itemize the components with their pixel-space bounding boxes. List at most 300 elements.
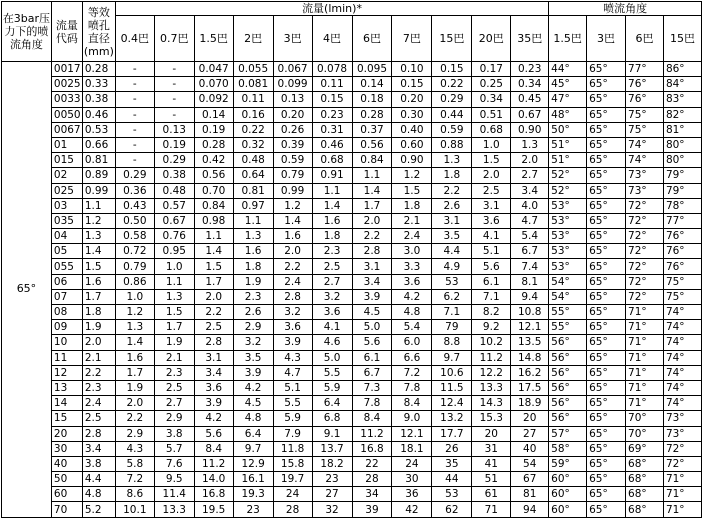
flow-value-cell: 2.3 bbox=[312, 244, 352, 259]
flow-value-cell: 7.2 bbox=[392, 365, 432, 380]
flow-value-cell: 0.86 bbox=[115, 274, 154, 289]
diameter-cell: 1.5 bbox=[82, 259, 115, 274]
flow-value-cell: 1.3 bbox=[115, 320, 154, 335]
spray-angle-cell: 65° bbox=[587, 441, 626, 456]
flow-value-cell: 15.3 bbox=[472, 411, 511, 426]
flow-pressure-header: 4巴 bbox=[312, 16, 352, 62]
spray-angle-cell: 65° bbox=[587, 183, 626, 198]
flow-value-cell: 0.20 bbox=[392, 92, 432, 107]
flow-value-cell: 0.11 bbox=[233, 92, 273, 107]
flow-value-cell: 62 bbox=[432, 502, 472, 517]
spray-angle-cell: 65° bbox=[587, 198, 626, 213]
flow-code-cell: 50 bbox=[51, 472, 82, 487]
flow-value-cell: 0.14 bbox=[352, 77, 392, 92]
spray-angle-cell: 70° bbox=[626, 411, 664, 426]
flow-value-cell: 1.6 bbox=[115, 350, 154, 365]
flow-value-cell: 0.90 bbox=[511, 122, 549, 137]
flow-value-cell: 0.99 bbox=[273, 183, 312, 198]
flow-value-cell: 1.3 bbox=[154, 289, 194, 304]
flow-code-cell: 01 bbox=[51, 137, 82, 152]
flow-value-cell: 7.4 bbox=[511, 259, 549, 274]
spray-angle-cell: 79° bbox=[663, 183, 701, 198]
flow-value-cell: 0.16 bbox=[233, 107, 273, 122]
spray-angle-cell: 53° bbox=[549, 244, 587, 259]
flow-value-cell: 2.4 bbox=[273, 274, 312, 289]
spray-angle-cell: 58° bbox=[549, 441, 587, 456]
flow-code-cell: 08 bbox=[51, 305, 82, 320]
spray-angle-cell: 65° bbox=[587, 168, 626, 183]
spray-angle-cell: 65° bbox=[587, 396, 626, 411]
spray-angle-cell: 72° bbox=[626, 259, 664, 274]
flow-value-cell: 4.1 bbox=[312, 320, 352, 335]
flow-value-cell: 2.0 bbox=[472, 168, 511, 183]
flow-value-cell: 14.0 bbox=[194, 472, 233, 487]
flow-code-cell: 60 bbox=[51, 487, 82, 502]
diameter-cell: 2.0 bbox=[82, 335, 115, 350]
diameter-cell: 0.81 bbox=[82, 153, 115, 168]
flow-value-cell: 6.8 bbox=[312, 411, 352, 426]
spray-angle-cell: 65° bbox=[587, 350, 626, 365]
spray-angle-cell: 53° bbox=[549, 229, 587, 244]
flow-value-cell: 0.43 bbox=[115, 198, 154, 213]
spray-angle-cell: 65° bbox=[587, 289, 626, 304]
spray-angle-cell: 65° bbox=[587, 456, 626, 471]
flow-value-cell: 2.5 bbox=[194, 320, 233, 335]
flow-value-cell: 1.7 bbox=[194, 274, 233, 289]
spray-angle-cell: 71° bbox=[663, 472, 701, 487]
flow-value-cell: 2.3 bbox=[154, 365, 194, 380]
flow-value-cell: 0.22 bbox=[432, 77, 472, 92]
flow-value-cell: 0.14 bbox=[194, 107, 233, 122]
flow-value-cell: 1.1 bbox=[194, 229, 233, 244]
flow-value-cell: 0.76 bbox=[154, 229, 194, 244]
flow-value-cell: 2.9 bbox=[233, 320, 273, 335]
spray-angle-cell: 65° bbox=[587, 259, 626, 274]
flow-code-cell: 02 bbox=[51, 168, 82, 183]
spray-angle-cell: 75° bbox=[626, 122, 664, 137]
flow-value-cell: 6.4 bbox=[233, 426, 273, 441]
flow-value-cell: 5.5 bbox=[273, 396, 312, 411]
flow-value-cell: 1.6 bbox=[312, 213, 352, 228]
spray-angle-cell: 76° bbox=[663, 229, 701, 244]
flow-value-cell: 0.32 bbox=[233, 137, 273, 152]
flow-value-cell: 1.3 bbox=[432, 153, 472, 168]
flow-value-cell: 36 bbox=[392, 487, 432, 502]
flow-code-cell: 0067 bbox=[51, 122, 82, 137]
flow-value-cell: 1.6 bbox=[233, 244, 273, 259]
flow-value-cell: 2.1 bbox=[154, 350, 194, 365]
flow-value-cell: 0.22 bbox=[233, 122, 273, 137]
flow-value-cell: 19.3 bbox=[233, 487, 273, 502]
spray-angle-cell: 71° bbox=[626, 350, 664, 365]
flow-value-cell: 11.2 bbox=[472, 350, 511, 365]
flow-value-cell: - bbox=[154, 77, 194, 92]
flow-code-cell: 0033 bbox=[51, 92, 82, 107]
spray-angle-cell: 52° bbox=[549, 168, 587, 183]
flow-value-cell: 0.081 bbox=[233, 77, 273, 92]
flow-code-cell: 03 bbox=[51, 198, 82, 213]
flow-value-cell: 5.9 bbox=[312, 380, 352, 395]
diameter-cell: 4.8 bbox=[82, 487, 115, 502]
flow-code-cell: 14 bbox=[51, 396, 82, 411]
flow-value-cell: 3.3 bbox=[392, 259, 432, 274]
flow-value-cell: 10.1 bbox=[115, 502, 154, 517]
flow-value-cell: 0.11 bbox=[312, 77, 352, 92]
flow-value-cell: 0.38 bbox=[154, 168, 194, 183]
flow-value-cell: 0.39 bbox=[273, 137, 312, 152]
flow-value-cell: 3.2 bbox=[312, 289, 352, 304]
flow-value-cell: 53 bbox=[432, 274, 472, 289]
flow-value-cell: 1.0 bbox=[115, 289, 154, 304]
flow-value-cell: 8.1 bbox=[511, 274, 549, 289]
flow-value-cell: - bbox=[154, 107, 194, 122]
flow-value-cell: 1.4 bbox=[352, 183, 392, 198]
flow-value-cell: 1.0 bbox=[154, 259, 194, 274]
spray-angle-cell: 80° bbox=[663, 153, 701, 168]
flow-code-cell: 04 bbox=[51, 229, 82, 244]
flow-value-cell: 4.3 bbox=[115, 441, 154, 456]
diameter-cell: 1.4 bbox=[82, 244, 115, 259]
flow-value-cell: 0.91 bbox=[312, 168, 352, 183]
flow-value-cell: 8.6 bbox=[115, 487, 154, 502]
spray-angle-cell: 75° bbox=[663, 274, 701, 289]
spray-angle-cell: 65° bbox=[587, 320, 626, 335]
flow-value-cell: 18.9 bbox=[511, 396, 549, 411]
flow-value-cell: 0.25 bbox=[472, 77, 511, 92]
spray-angle-cell: 73° bbox=[663, 426, 701, 441]
spray-angle-cell: 65° bbox=[587, 244, 626, 259]
flow-value-cell: 0.95 bbox=[154, 244, 194, 259]
flow-code-cell: 11 bbox=[51, 350, 82, 365]
spray-angle-cell: 72° bbox=[626, 244, 664, 259]
flow-value-cell: 2.5 bbox=[472, 183, 511, 198]
flow-value-cell: 4.8 bbox=[233, 411, 273, 426]
flow-value-cell: 0.10 bbox=[392, 62, 432, 77]
spray-angle-cell: 72° bbox=[626, 198, 664, 213]
spray-angle-cell: 73° bbox=[626, 168, 664, 183]
flow-value-cell: 3.9 bbox=[273, 335, 312, 350]
flow-value-cell: 2.9 bbox=[154, 411, 194, 426]
diameter-cell: 1.8 bbox=[82, 305, 115, 320]
flow-value-cell: 1.9 bbox=[115, 380, 154, 395]
spray-angle-cell: 65° bbox=[587, 380, 626, 395]
flow-value-cell: 3.5 bbox=[233, 350, 273, 365]
flow-value-cell: 9.1 bbox=[312, 426, 352, 441]
spray-angle-cell: 72° bbox=[626, 229, 664, 244]
flow-code-header: 流量代码 bbox=[51, 2, 82, 62]
table-row bbox=[2, 441, 702, 456]
diameter-cell: 2.3 bbox=[82, 380, 115, 395]
flow-value-cell: 19.5 bbox=[194, 502, 233, 517]
flow-value-cell: 28 bbox=[352, 472, 392, 487]
spray-angle-cell: 68° bbox=[626, 456, 664, 471]
flow-value-cell: 0.36 bbox=[115, 183, 154, 198]
flow-value-cell: 12.2 bbox=[472, 365, 511, 380]
spray-angle-cell: 54° bbox=[549, 274, 587, 289]
flow-code-cell: 07 bbox=[51, 289, 82, 304]
flow-value-cell: 2.8 bbox=[273, 289, 312, 304]
flow-value-cell: 0.48 bbox=[154, 183, 194, 198]
flow-value-cell: 15.8 bbox=[273, 456, 312, 471]
table-row bbox=[2, 107, 702, 122]
flow-value-cell: 2.4 bbox=[392, 229, 432, 244]
flow-value-cell: 5.6 bbox=[352, 335, 392, 350]
spray-angle-cell: 68° bbox=[626, 472, 664, 487]
diameter-cell: 1.7 bbox=[82, 289, 115, 304]
flow-value-cell: 0.18 bbox=[352, 92, 392, 107]
angle-group-cell: 65° bbox=[2, 62, 52, 518]
flow-value-cell: 0.45 bbox=[511, 92, 549, 107]
flow-value-cell: 0.51 bbox=[472, 107, 511, 122]
flow-value-cell: 7.6 bbox=[154, 456, 194, 471]
flow-value-cell: 0.26 bbox=[273, 122, 312, 137]
flow-value-cell: 0.23 bbox=[511, 62, 549, 77]
flow-pressure-header: 1.5巴 bbox=[194, 16, 233, 62]
table-row bbox=[2, 380, 702, 395]
spray-angle-cell: 69° bbox=[626, 441, 664, 456]
spray-angle-cell: 72° bbox=[663, 456, 701, 471]
flow-value-cell: 1.1 bbox=[312, 183, 352, 198]
flow-value-cell: 10.2 bbox=[472, 335, 511, 350]
flow-code-cell: 15 bbox=[51, 411, 82, 426]
flow-value-cell: 0.20 bbox=[273, 107, 312, 122]
flow-code-cell: 09 bbox=[51, 320, 82, 335]
flow-value-cell: 12.4 bbox=[432, 396, 472, 411]
flow-value-cell: 3.2 bbox=[233, 335, 273, 350]
flow-value-cell: 6.4 bbox=[312, 396, 352, 411]
flow-value-cell: 67 bbox=[511, 472, 549, 487]
flow-value-cell: 41 bbox=[472, 456, 511, 471]
flow-value-cell: 0.19 bbox=[154, 137, 194, 152]
flow-value-cell: 0.29 bbox=[154, 153, 194, 168]
spray-angle-cell: 65° bbox=[587, 472, 626, 487]
flow-value-cell: 39 bbox=[352, 502, 392, 517]
diameter-cell: 2.5 bbox=[82, 411, 115, 426]
flow-value-cell: 31 bbox=[472, 441, 511, 456]
flow-value-cell: 24 bbox=[392, 456, 432, 471]
flow-value-cell: 2.6 bbox=[233, 305, 273, 320]
spray-angle-cell: 65° bbox=[587, 305, 626, 320]
flow-value-cell: 32 bbox=[312, 502, 352, 517]
spray-angle-cell: 71° bbox=[626, 305, 664, 320]
spray-angle-cell: 52° bbox=[549, 183, 587, 198]
flow-value-cell: 4.8 bbox=[392, 305, 432, 320]
flow-value-cell: 3.2 bbox=[273, 305, 312, 320]
flow-value-cell: 1.1 bbox=[352, 168, 392, 183]
flow-value-cell: 9.2 bbox=[472, 320, 511, 335]
flow-value-cell: 1.5 bbox=[472, 153, 511, 168]
flow-value-cell: 6.7 bbox=[511, 244, 549, 259]
flow-value-cell: - bbox=[154, 62, 194, 77]
spray-angle-header: 喷流角度 bbox=[549, 2, 702, 16]
flow-value-cell: 14.3 bbox=[472, 396, 511, 411]
table-row bbox=[2, 411, 702, 426]
flow-value-cell: 3.8 bbox=[154, 426, 194, 441]
spray-angle-cell: 56° bbox=[549, 380, 587, 395]
flow-value-cell: 19.7 bbox=[273, 472, 312, 487]
flow-value-cell: 27 bbox=[312, 487, 352, 502]
spray-angle-cell: 76° bbox=[663, 259, 701, 274]
flow-value-cell: 0.84 bbox=[194, 198, 233, 213]
spray-angle-cell: 71° bbox=[663, 502, 701, 517]
spray-angle-cell: 55° bbox=[549, 305, 587, 320]
flow-value-cell: - bbox=[115, 92, 154, 107]
spray-angle-cell: 57° bbox=[549, 426, 587, 441]
diameter-cell: 3.4 bbox=[82, 441, 115, 456]
flow-value-cell: 1.8 bbox=[312, 229, 352, 244]
table-row bbox=[2, 274, 702, 289]
spray-angle-cell: 53° bbox=[549, 213, 587, 228]
spray-angle-cell: 80° bbox=[663, 137, 701, 152]
spray-angle-cell: 65° bbox=[587, 213, 626, 228]
flow-value-cell: 0.28 bbox=[194, 137, 233, 152]
angle-pressure-header: 6巴 bbox=[626, 16, 664, 62]
flow-value-cell: 7.8 bbox=[392, 380, 432, 395]
table-row bbox=[2, 487, 702, 502]
spray-angle-cell: 51° bbox=[549, 153, 587, 168]
flow-value-cell: 2.0 bbox=[194, 289, 233, 304]
flow-value-cell: 0.13 bbox=[154, 122, 194, 137]
flow-value-cell: 14.8 bbox=[511, 350, 549, 365]
spray-angle-cell: 56° bbox=[549, 335, 587, 350]
flow-value-cell: 0.60 bbox=[392, 137, 432, 152]
flow-value-cell: 3.6 bbox=[194, 380, 233, 395]
flow-value-cell: 1.7 bbox=[352, 198, 392, 213]
flow-value-cell: 5.4 bbox=[511, 229, 549, 244]
spray-angle-cell: 65° bbox=[587, 411, 626, 426]
spray-angle-cell: 71° bbox=[626, 396, 664, 411]
flow-value-cell: 4.6 bbox=[312, 335, 352, 350]
flow-value-cell: 10.8 bbox=[511, 305, 549, 320]
spray-angle-cell: 74° bbox=[663, 350, 701, 365]
spray-angle-cell: 65° bbox=[587, 137, 626, 152]
flow-value-cell: 54 bbox=[511, 456, 549, 471]
flow-code-cell: 0017 bbox=[51, 62, 82, 77]
spray-angle-cell: 47° bbox=[549, 92, 587, 107]
flow-value-cell: 7.2 bbox=[115, 472, 154, 487]
flow-value-cell: 2.2 bbox=[115, 411, 154, 426]
flow-value-cell: 6.6 bbox=[392, 350, 432, 365]
flow-value-cell: 8.4 bbox=[392, 396, 432, 411]
flow-value-cell: 26 bbox=[432, 441, 472, 456]
flow-value-cell: 17.7 bbox=[432, 426, 472, 441]
spray-angle-cell: 74° bbox=[663, 335, 701, 350]
flow-value-cell: 9.5 bbox=[154, 472, 194, 487]
flow-value-cell: 7.1 bbox=[432, 305, 472, 320]
flow-pressure-header: 0.4巴 bbox=[115, 16, 154, 62]
flow-value-cell: 2.3 bbox=[233, 289, 273, 304]
flow-value-cell: 23 bbox=[312, 472, 352, 487]
table-row bbox=[2, 365, 702, 380]
flow-value-cell: 1.8 bbox=[392, 198, 432, 213]
flow-value-cell: 2.5 bbox=[154, 380, 194, 395]
flow-value-cell: 0.34 bbox=[472, 92, 511, 107]
flow-code-cell: 0025 bbox=[51, 77, 82, 92]
flow-value-cell: 1.4 bbox=[194, 244, 233, 259]
flow-value-cell: 0.15 bbox=[392, 77, 432, 92]
spray-angle-cell: 77° bbox=[663, 213, 701, 228]
flow-value-cell: 6.0 bbox=[392, 335, 432, 350]
flow-value-cell: 0.078 bbox=[312, 62, 352, 77]
spray-angle-cell: 56° bbox=[549, 365, 587, 380]
flow-value-cell: 5.1 bbox=[472, 244, 511, 259]
flow-value-cell: 13.7 bbox=[312, 441, 352, 456]
flow-value-cell: 16.8 bbox=[352, 441, 392, 456]
flow-value-cell: 28 bbox=[273, 502, 312, 517]
flow-value-cell: 4.0 bbox=[511, 198, 549, 213]
flow-value-cell: 1.2 bbox=[115, 305, 154, 320]
spray-angle-cell: 71° bbox=[626, 365, 664, 380]
flow-pressure-header: 2巴 bbox=[233, 16, 273, 62]
spray-angle-cell: 65° bbox=[587, 274, 626, 289]
flow-value-cell: 2.9 bbox=[115, 426, 154, 441]
table-row bbox=[2, 426, 702, 441]
table-row bbox=[2, 168, 702, 183]
flow-value-cell: 9.4 bbox=[511, 289, 549, 304]
flow-value-cell: 16.8 bbox=[194, 487, 233, 502]
spray-angle-cell: 56° bbox=[549, 411, 587, 426]
spray-angle-cell: 74° bbox=[626, 137, 664, 152]
flow-value-cell: 71 bbox=[472, 502, 511, 517]
spray-angle-cell: 76° bbox=[663, 244, 701, 259]
angle-pressure-header: 15巴 bbox=[663, 16, 701, 62]
flow-value-cell: 0.72 bbox=[115, 244, 154, 259]
table-row bbox=[2, 77, 702, 92]
flow-value-cell: 0.81 bbox=[233, 183, 273, 198]
flow-value-cell: 8.4 bbox=[352, 411, 392, 426]
table-row bbox=[2, 259, 702, 274]
flow-value-cell: 0.23 bbox=[312, 107, 352, 122]
flow-value-cell: 0.84 bbox=[352, 153, 392, 168]
spray-angle-cell: 65° bbox=[587, 77, 626, 92]
flow-value-cell: 1.4 bbox=[273, 213, 312, 228]
spray-angle-cell: 74° bbox=[663, 365, 701, 380]
flow-value-cell: 1.5 bbox=[194, 259, 233, 274]
flow-value-cell: 4.9 bbox=[432, 259, 472, 274]
flow-value-cell: 4.1 bbox=[472, 229, 511, 244]
flow-value-cell: 2.7 bbox=[154, 396, 194, 411]
spray-angle-cell: 65° bbox=[587, 107, 626, 122]
flow-value-cell: 5.0 bbox=[312, 350, 352, 365]
spray-angle-cell: 78° bbox=[663, 198, 701, 213]
flow-value-cell: - bbox=[115, 122, 154, 137]
flow-value-cell: 0.67 bbox=[511, 107, 549, 122]
flow-code-cell: 035 bbox=[51, 213, 82, 228]
flow-value-cell: 0.56 bbox=[194, 168, 233, 183]
flow-value-cell: 24 bbox=[273, 487, 312, 502]
flow-value-cell: 8.2 bbox=[472, 305, 511, 320]
flow-code-cell: 10 bbox=[51, 335, 82, 350]
spray-angle-cell: 54° bbox=[549, 289, 587, 304]
flow-value-cell: 9.7 bbox=[432, 350, 472, 365]
spray-angle-cell: 77° bbox=[626, 62, 664, 77]
flow-value-cell: 0.29 bbox=[115, 168, 154, 183]
diameter-cell: 0.99 bbox=[82, 183, 115, 198]
flow-code-cell: 12 bbox=[51, 365, 82, 380]
diameter-cell: 0.66 bbox=[82, 137, 115, 152]
flow-value-cell: 6.1 bbox=[472, 274, 511, 289]
diameter-cell: 0.38 bbox=[82, 92, 115, 107]
flow-value-cell: 1.2 bbox=[392, 168, 432, 183]
spray-angle-cell: 55° bbox=[549, 320, 587, 335]
flow-value-cell: 18.2 bbox=[312, 456, 352, 471]
diameter-cell: 3.8 bbox=[82, 456, 115, 471]
flow-pressure-header: 7巴 bbox=[392, 16, 432, 62]
flow-value-cell: 94 bbox=[511, 502, 549, 517]
spray-angle-cell: 75° bbox=[626, 107, 664, 122]
flow-value-cell: 2.5 bbox=[312, 259, 352, 274]
spray-angle-cell: 74° bbox=[663, 305, 701, 320]
